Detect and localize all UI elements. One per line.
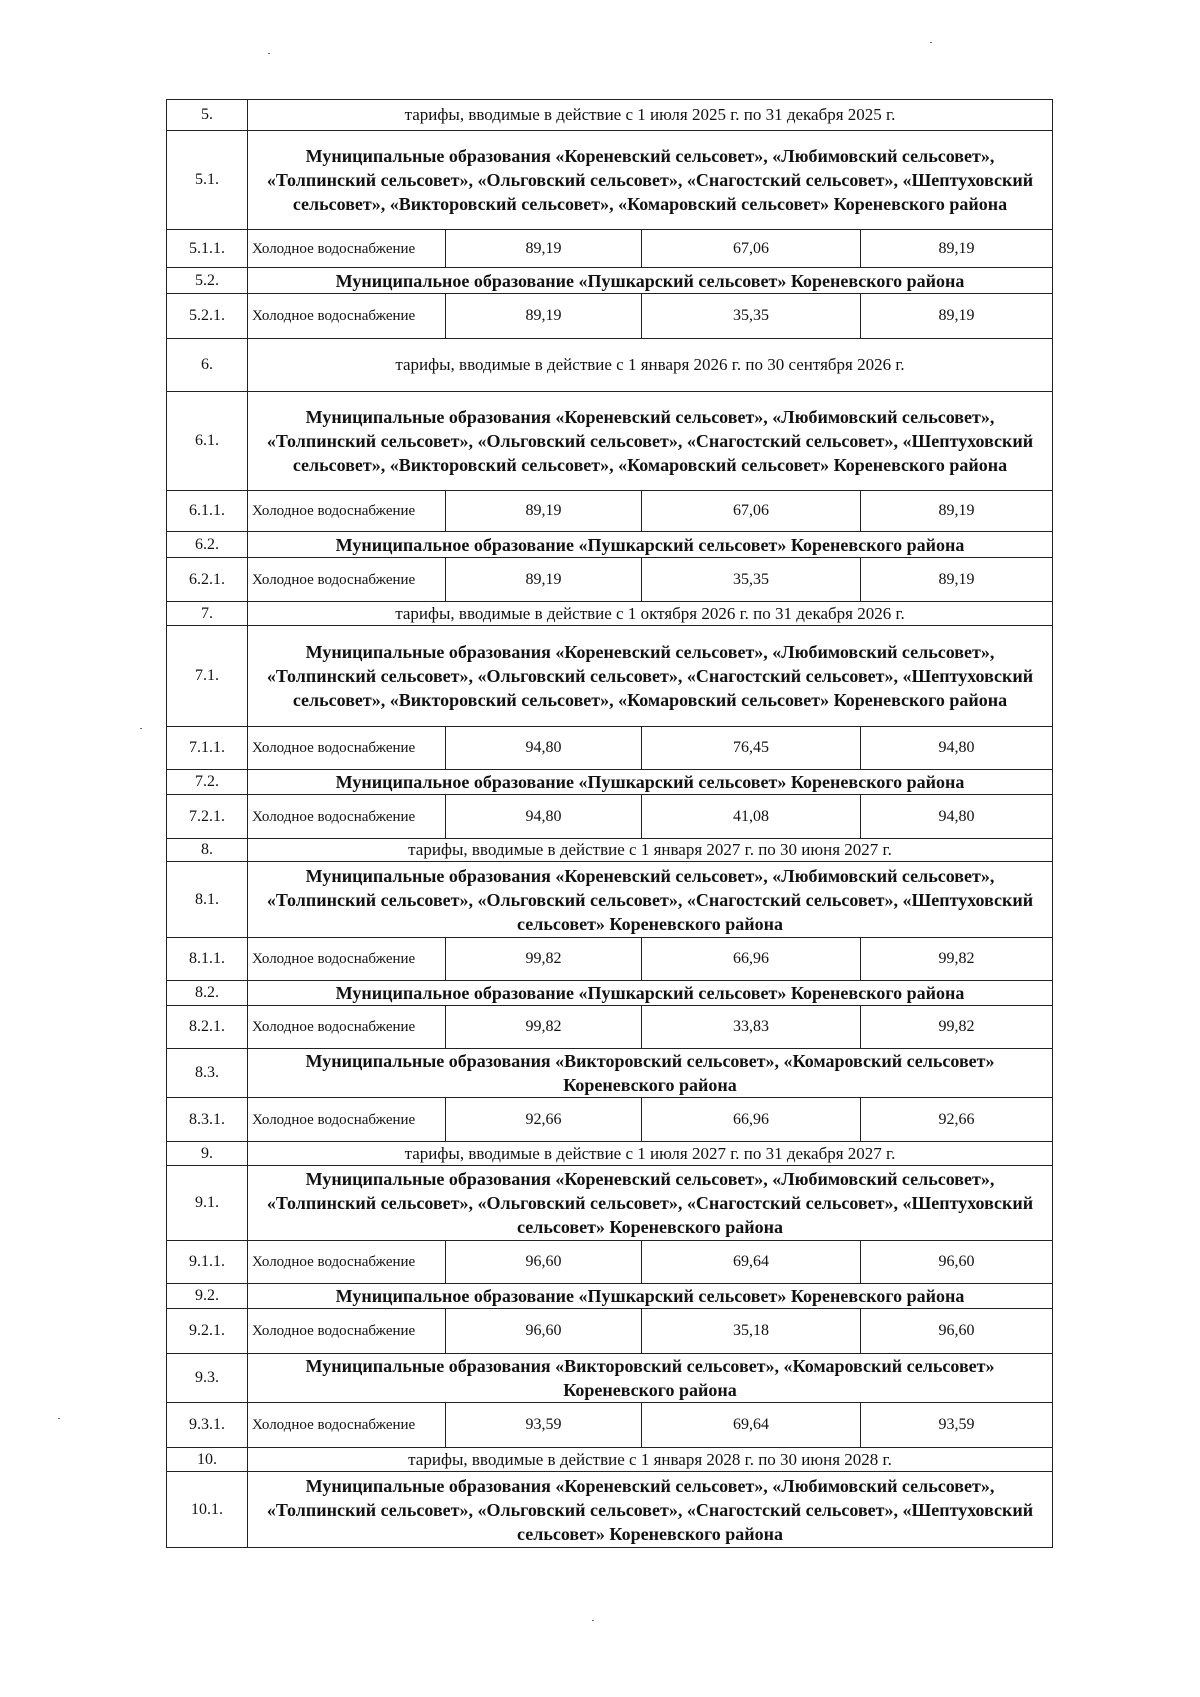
period-row xyxy=(167,1448,1053,1472)
row-number: 6.2.1. xyxy=(167,558,248,602)
territory-row xyxy=(167,1354,1053,1403)
period-row xyxy=(167,602,1053,626)
tariff-value: 96,60 xyxy=(861,1241,1053,1284)
period-title: тарифы, вводимые в действие с 1 октября 2026 г. по 31 декабря 2026 г. xyxy=(248,602,1053,626)
service-name: Холодное водоснабжение xyxy=(248,1403,446,1448)
service-name: Холодное водоснабжение xyxy=(248,938,446,981)
service-name: Холодное водоснабжение xyxy=(248,795,446,839)
tariff-value: 92,66 xyxy=(446,1098,642,1142)
row-number: 8.2. xyxy=(167,981,248,1006)
tariff-row xyxy=(167,938,1053,981)
row-number: 9.3. xyxy=(167,1354,248,1403)
tariff-value: 89,19 xyxy=(446,558,642,602)
tariff-row xyxy=(167,1006,1053,1049)
tariff-value: 67,06 xyxy=(642,491,861,532)
row-number: 8. xyxy=(167,839,248,862)
row-number: 8.2.1. xyxy=(167,1006,248,1049)
row-number: 10.1. xyxy=(167,1472,248,1548)
row-number: 8.3.1. xyxy=(167,1098,248,1142)
municipality-heading: Муниципальные образования «Кореневский сельсовет», «Любимовский сельсовет», «Толпинский сельсовет», «Ольговский сельсовет», «Снагостский сельсовет», «Шептуховский сельсовет», «Викторовский сельсовет», «Комаровский сельсовет» Кореневского района xyxy=(248,392,1053,491)
tariff-value: 67,06 xyxy=(642,230,861,268)
tariff-table-body xyxy=(167,100,1053,1548)
row-number: 6.1.1. xyxy=(167,491,248,532)
municipality-heading: Муниципальное образование «Пушкарский сельсовет» Кореневского района xyxy=(248,532,1053,558)
tariff-value: 94,80 xyxy=(861,795,1053,839)
tariff-value: 89,19 xyxy=(446,491,642,532)
tariff-value: 35,18 xyxy=(642,1309,861,1354)
tariff-value: 92,66 xyxy=(861,1098,1053,1142)
row-number: 7.1. xyxy=(167,626,248,727)
tariff-value: 69,64 xyxy=(642,1241,861,1284)
row-number: 10. xyxy=(167,1448,248,1472)
tariff-value: 99,82 xyxy=(446,938,642,981)
tariff-value: 89,19 xyxy=(446,230,642,268)
tariff-row xyxy=(167,1309,1053,1354)
tariff-value: 35,35 xyxy=(642,294,861,339)
tariff-value: 96,60 xyxy=(446,1241,642,1284)
row-number: 8.1. xyxy=(167,862,248,938)
municipality-heading: Муниципальные образования «Кореневский сельсовет», «Любимовский сельсовет», «Толпинский сельсовет», «Ольговский сельсовет», «Снагостский сельсовет», «Шептуховский сельсовет» Кореневского района xyxy=(248,1166,1053,1241)
row-number: 9.2. xyxy=(167,1284,248,1309)
tariff-value: 89,19 xyxy=(861,491,1053,532)
scan-speck xyxy=(140,728,142,729)
municipality-heading: Муниципальное образование «Пушкарский сельсовет» Кореневского района xyxy=(248,981,1053,1006)
tariff-row xyxy=(167,727,1053,770)
row-number: 8.3. xyxy=(167,1049,248,1098)
period-row xyxy=(167,839,1053,862)
row-number: 5.2.1. xyxy=(167,294,248,339)
scan-speck xyxy=(268,53,270,54)
tariff-row xyxy=(167,230,1053,268)
row-number: 5. xyxy=(167,100,248,131)
tariff-value: 99,82 xyxy=(446,1006,642,1049)
tariff-row xyxy=(167,558,1053,602)
row-number: 9.2.1. xyxy=(167,1309,248,1354)
tariff-value: 96,60 xyxy=(861,1309,1053,1354)
tariff-value: 66,96 xyxy=(642,938,861,981)
municipality-heading: Муниципальное образование «Пушкарский сельсовет» Кореневского района xyxy=(248,770,1053,795)
tariff-row xyxy=(167,294,1053,339)
territory-row xyxy=(167,1049,1053,1098)
tariff-value: 96,60 xyxy=(446,1309,642,1354)
tariff-value: 99,82 xyxy=(861,938,1053,981)
period-row xyxy=(167,100,1053,131)
tariff-value: 33,83 xyxy=(642,1006,861,1049)
period-row xyxy=(167,1142,1053,1166)
period-title: тарифы, вводимые в действие с 1 января 2026 г. по 30 сентября 2026 г. xyxy=(248,339,1053,392)
municipality-heading: Муниципальные образования «Викторовский сельсовет», «Комаровский сельсовет» Кореневского района xyxy=(248,1049,1053,1098)
row-number: 6.1. xyxy=(167,392,248,491)
tariff-value: 89,19 xyxy=(861,558,1053,602)
row-number: 7.2. xyxy=(167,770,248,795)
tariff-value: 94,80 xyxy=(861,727,1053,770)
tariff-value: 94,80 xyxy=(446,795,642,839)
tariff-row xyxy=(167,795,1053,839)
row-number: 9.1. xyxy=(167,1166,248,1241)
service-name: Холодное водоснабжение xyxy=(248,1098,446,1142)
tariff-value: 41,08 xyxy=(642,795,861,839)
scan-speck xyxy=(592,1620,594,1621)
row-number: 5.1. xyxy=(167,131,248,230)
row-number: 5.1.1. xyxy=(167,230,248,268)
territory-row xyxy=(167,626,1053,727)
service-name: Холодное водоснабжение xyxy=(248,1006,446,1049)
territory-row xyxy=(167,862,1053,938)
municipality-heading: Муниципальное образование «Пушкарский сельсовет» Кореневского района xyxy=(248,268,1053,294)
tariff-value: 89,19 xyxy=(861,294,1053,339)
tariff-table xyxy=(166,99,1053,1548)
service-name: Холодное водоснабжение xyxy=(248,1309,446,1354)
period-row xyxy=(167,339,1053,392)
tariff-value: 93,59 xyxy=(861,1403,1053,1448)
tariff-value: 94,80 xyxy=(446,727,642,770)
period-title: тарифы, вводимые в действие с 1 июля 2027 г. по 31 декабря 2027 г. xyxy=(248,1142,1053,1166)
period-title: тарифы, вводимые в действие с 1 января 2027 г. по 30 июня 2027 г. xyxy=(248,839,1053,862)
period-title: тарифы, вводимые в действие с 1 июля 2025 г. по 31 декабря 2025 г. xyxy=(248,100,1053,131)
row-number: 9. xyxy=(167,1142,248,1166)
municipality-heading: Муниципальные образования «Кореневский сельсовет», «Любимовский сельсовет», «Толпинский сельсовет», «Ольговский сельсовет», «Снагостский сельсовет», «Шептуховский сельсовет», «Викторовский сельсовет», «Комаровский сельсовет» Кореневского района xyxy=(248,131,1053,230)
row-number: 7.2.1. xyxy=(167,795,248,839)
territory-row xyxy=(167,770,1053,795)
tariff-value: 69,64 xyxy=(642,1403,861,1448)
service-name: Холодное водоснабжение xyxy=(248,230,446,268)
service-name: Холодное водоснабжение xyxy=(248,558,446,602)
territory-row xyxy=(167,1472,1053,1548)
tariff-row xyxy=(167,1098,1053,1142)
service-name: Холодное водоснабжение xyxy=(248,1241,446,1284)
row-number: 5.2. xyxy=(167,268,248,294)
territory-row xyxy=(167,1284,1053,1309)
scan-speck xyxy=(58,1418,60,1419)
row-number: 9.1.1. xyxy=(167,1241,248,1284)
tariff-value: 99,82 xyxy=(861,1006,1053,1049)
tariff-value: 89,19 xyxy=(861,230,1053,268)
tariff-row xyxy=(167,1403,1053,1448)
row-number: 9.3.1. xyxy=(167,1403,248,1448)
service-name: Холодное водоснабжение xyxy=(248,294,446,339)
service-name: Холодное водоснабжение xyxy=(248,727,446,770)
tariff-value: 76,45 xyxy=(642,727,861,770)
tariff-value: 93,59 xyxy=(446,1403,642,1448)
municipality-heading: Муниципальное образование «Пушкарский сельсовет» Кореневского района xyxy=(248,1284,1053,1309)
territory-row xyxy=(167,268,1053,294)
territory-row xyxy=(167,532,1053,558)
service-name: Холодное водоснабжение xyxy=(248,491,446,532)
tariff-row xyxy=(167,1241,1053,1284)
period-title: тарифы, вводимые в действие с 1 января 2028 г. по 30 июня 2028 г. xyxy=(248,1448,1053,1472)
territory-row xyxy=(167,981,1053,1006)
row-number: 6. xyxy=(167,339,248,392)
row-number: 7.1.1. xyxy=(167,727,248,770)
tariff-value: 89,19 xyxy=(446,294,642,339)
row-number: 8.1.1. xyxy=(167,938,248,981)
row-number: 7. xyxy=(167,602,248,626)
municipality-heading: Муниципальные образования «Кореневский сельсовет», «Любимовский сельсовет», «Толпинский сельсовет», «Ольговский сельсовет», «Снагостский сельсовет», «Шептуховский сельсовет» Кореневского района xyxy=(248,1472,1053,1548)
municipality-heading: Муниципальные образования «Кореневский сельсовет», «Любимовский сельсовет», «Толпинский сельсовет», «Ольговский сельсовет», «Снагостский сельсовет», «Шептуховский сельсовет», «Викторовский сельсовет», «Комаровский сельсовет» Кореневского района xyxy=(248,626,1053,727)
municipality-heading: Муниципальные образования «Викторовский сельсовет», «Комаровский сельсовет» Кореневского района xyxy=(248,1354,1053,1403)
tariff-row xyxy=(167,491,1053,532)
municipality-heading: Муниципальные образования «Кореневский сельсовет», «Любимовский сельсовет», «Толпинский сельсовет», «Ольговский сельсовет», «Снагостский сельсовет», «Шептуховский сельсовет» Кореневского района xyxy=(248,862,1053,938)
territory-row xyxy=(167,131,1053,230)
territory-row xyxy=(167,1166,1053,1241)
tariff-value: 35,35 xyxy=(642,558,861,602)
row-number: 6.2. xyxy=(167,532,248,558)
scan-speck xyxy=(930,42,932,43)
tariff-value: 66,96 xyxy=(642,1098,861,1142)
territory-row xyxy=(167,392,1053,491)
